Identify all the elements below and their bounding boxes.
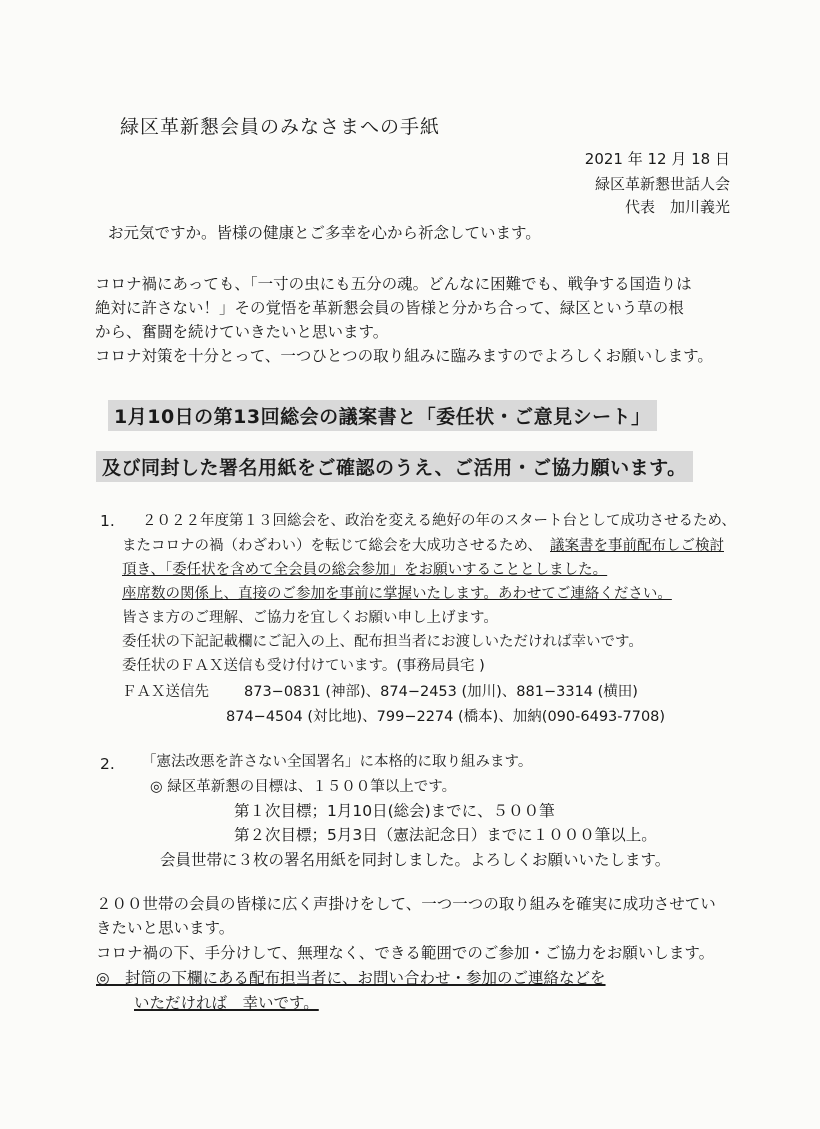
- intro-line: から、奮闘を続けていきたいと思います。: [95, 323, 389, 341]
- item1-line: ２０２２年度第１３回総会を、政治を変える絶好の年のスタート台として成功させるため、: [142, 513, 736, 529]
- fax-numbers: 873−0831 (神部)、874−2453 (加川)、881−3314 (横田): [244, 684, 638, 700]
- item2-line: 第１次目標；1月10日(総会)までに、５００筆: [234, 802, 555, 820]
- banner-line: 及び同封した署名用紙をご確認のうえ、ご活用・ご協力願います。: [96, 451, 693, 482]
- letter-date: 2021 年 12 月 18 日: [584, 150, 730, 168]
- item1-line-underlined: 頂き、「委任状を含めて全会員の総会参加」をお願いすることとしました。: [122, 562, 608, 578]
- item1-number: 1.: [100, 512, 115, 530]
- closing-line: コロナ禍の下、手分けして、無理なく、できる範囲でのご参加・ご協力をお願いします。: [96, 944, 715, 962]
- closing-line: ２００世帯の会員の皆様に広く声掛けをして、一つ一つの取り組みを確実に成功させてい: [96, 895, 716, 913]
- fax-numbers: 874−4504 (対比地)、799−2274 (橋本)、加納(090-6493-7708): [226, 709, 666, 725]
- closing-line-underlined: ◎ 封筒の下欄にある配布担当者に、お問い合わせ・参加のご連絡などを: [96, 969, 606, 987]
- item1-line: 皆さま方のご理解、ご協力を宜しくお願い申し上げます。: [122, 610, 498, 626]
- greeting: お元気ですか。皆様の健康とご多幸を心から祈念しています。: [108, 224, 541, 242]
- intro-line: コロナ対策を十分とって、一つひとつの取り組みに臨みますのでよろしくお願いします。: [95, 347, 713, 365]
- representative-name: 代表 加川義光: [624, 198, 730, 216]
- intro-line: 絶対に許さない！」その覚悟を革新懇会員の皆様と分かち合って、緑区という草の根: [95, 299, 684, 317]
- item2-line: 「憲法改悪を許さない全国署名」に本格的に取り組みます。: [142, 754, 533, 770]
- fax-label: ＦＡＸ送信先: [122, 684, 209, 700]
- banner-line: 1月10日の第13回総会の議案書と「委任状・ご意見シート」: [108, 400, 657, 431]
- item1-line-underlined: 議案書を事前配布しご検討: [550, 538, 724, 554]
- item1-line: またコロナの禍（わざわい）を転じて総会を大成功させるため、: [122, 538, 542, 554]
- closing-line: きたいと思います。: [96, 919, 235, 937]
- item1-line: 委任状のＦＡＸ送信も受け付けています。(事務局員宅 ): [122, 658, 485, 674]
- organization-name: 緑区革新懇世話人会: [594, 175, 730, 193]
- letter-title: 緑区革新懇会員のみなさまへの手紙: [120, 116, 441, 138]
- item2-line: 第２次目標；5月3日（憲法記念日）までに１０００筆以上。: [234, 826, 657, 844]
- item2-line: ◎ 緑区革新懇の目標は、１５００筆以上です。: [150, 779, 457, 795]
- intro-line: コロナ禍にあっても、「一寸の虫にも五分の魂。どんなに困難でも、戦争する国造りは: [95, 275, 692, 293]
- item2-line: 会員世帯に３枚の署名用紙を同封しました。よろしくお願いいたします。: [160, 851, 671, 869]
- item1-line-underlined: 座席数の関係上、直接のご参加を事前に掌握いたします。あわせてご連絡ください。: [122, 586, 672, 602]
- item1-line: 委任状の下記記載欄にご記入の上、配布担当者にお渡しいただければ幸いです。: [122, 634, 643, 650]
- item2-number: 2.: [100, 755, 115, 773]
- closing-line-underlined: いただければ 幸いです。: [134, 994, 319, 1012]
